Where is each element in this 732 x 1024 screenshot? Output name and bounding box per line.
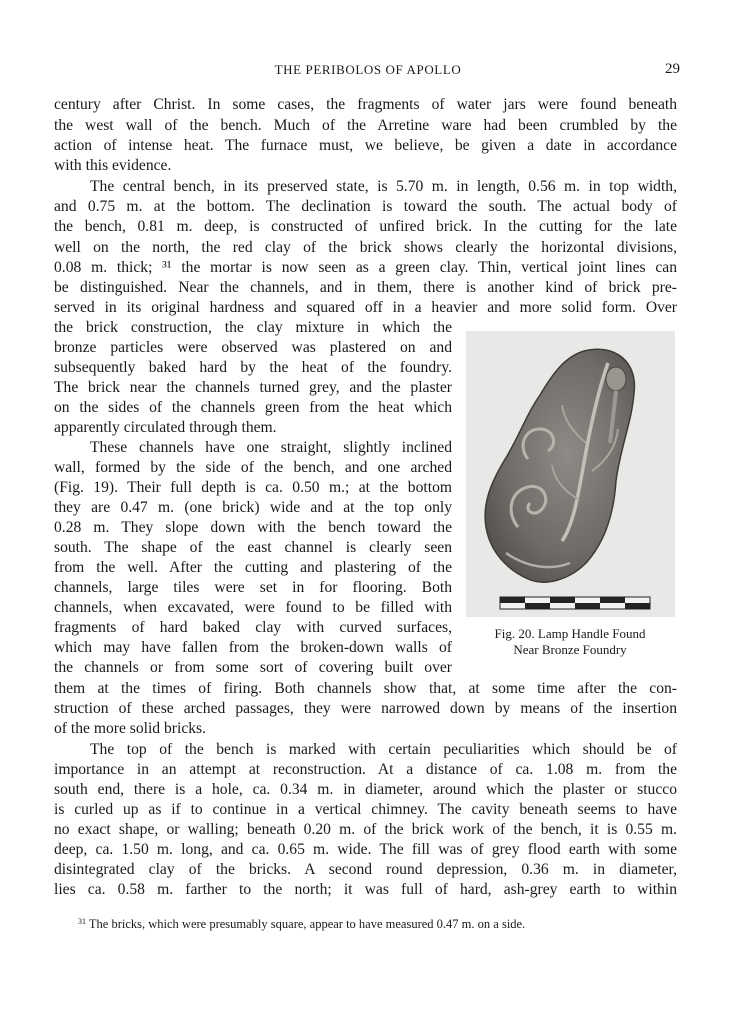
text-line: disintegrated clay of the bricks. A second round depression, 0.36 m. in diameter, bbox=[54, 861, 677, 878]
text-line: which may have fallen from the broken-down walls of bbox=[54, 639, 452, 656]
text-line: The central bench, in its preserved state, is 5.70 m. in length, 0.56 m. in top width, bbox=[90, 178, 677, 195]
text-line: The top of the bench is marked with certain peculiarities which should be of bbox=[90, 741, 677, 758]
text-line: well on the north, the red clay of the brick shows clearly the horizontal divisions, bbox=[54, 239, 677, 256]
text-line: them at the times of firing. Both channels show that, at some time after the con- bbox=[54, 680, 677, 697]
footnote-text: The bricks, which were presumably square, appear to have measured 0.47 m. on a side. bbox=[86, 917, 526, 931]
text-line: they are 0.47 m. (one brick) wide and at the top only bbox=[54, 499, 452, 516]
text-line: channels, when excavated, were found to be filled with bbox=[54, 599, 452, 616]
text-line: south end, there is a hole, ca. 0.34 m. in diameter, around which the plaster or stucco bbox=[54, 781, 677, 798]
text-line: channels, large tiles were set in for flooring. Both bbox=[54, 579, 452, 596]
text-line: with this evidence. bbox=[54, 157, 172, 174]
text-line: lies ca. 0.58 m. farther to the north; it was full of hard, ash-grey earth to within bbox=[54, 881, 677, 898]
text-line: wall, formed by the side of the bench, and one arched bbox=[54, 459, 452, 476]
text-line: on the sides of the channels green from the heat which bbox=[54, 399, 452, 416]
text-line: struction of these arched passages, they were narrowed down by means of the insertion bbox=[54, 700, 677, 717]
text-line: be distinguished. Near the channels, and in them, there is another kind of brick pre- bbox=[54, 279, 677, 296]
text-line: action of intense heat. The furnace must, we believe, be given a date in accordance bbox=[54, 137, 677, 154]
text-line: and 0.75 m. at the bottom. The declination is toward the south. The actual body of bbox=[54, 198, 677, 215]
text-line: from the well. After the cutting and plastering of the bbox=[54, 559, 452, 576]
text-line: no exact shape, or walling; beneath 0.20 m. of the brick work of the bench, it is 0.55 m. bbox=[54, 821, 677, 838]
text-line: bronze particles were observed was plastered on and bbox=[54, 339, 452, 356]
lamp-handle-photo bbox=[466, 331, 675, 617]
text-line: the brick construction, the clay mixture in which the bbox=[54, 319, 452, 336]
text-line: These channels have one straight, slightly inclined bbox=[90, 439, 452, 456]
footnote-marker: 31 bbox=[78, 917, 86, 926]
text-line: importance in an attempt at reconstruction. At a distance of ca. 1.08 m. from the bbox=[54, 761, 677, 778]
text-line: (Fig. 19). Their full depth is ca. 0.50 m.; at the bottom bbox=[54, 479, 452, 496]
text-line: served in its original hardness and squared off in a heavier and more solid form. Over bbox=[54, 299, 677, 316]
text-line: century after Christ. In some cases, the fragments of water jars were found beneath bbox=[54, 96, 677, 113]
running-header bbox=[54, 62, 682, 82]
text-line: fragments of hard baked clay with curved surfaces, bbox=[54, 619, 452, 636]
text-line: the bench, 0.81 m. deep, is constructed of unfired brick. In the cutting for the late bbox=[54, 218, 677, 235]
text-line: apparently circulated through them. bbox=[54, 419, 277, 436]
page-number: 29 bbox=[665, 61, 680, 77]
text-line: is curled up as if to continue in a vertical chimney. The cavity beneath seems to have bbox=[54, 801, 677, 818]
text-line: the west wall of the bench. Much of the Arretine ware had been crumbled by the bbox=[54, 117, 677, 134]
figure-caption-line: Near Bronze Foundry bbox=[513, 642, 627, 657]
text-line: The brick near the channels turned grey, and the plaster bbox=[54, 379, 452, 396]
scale-bar bbox=[500, 597, 650, 609]
lamp-handle-illustration bbox=[466, 331, 675, 617]
footnote bbox=[78, 914, 525, 932]
text-line: subsequently baked hard by the heat of the foundry. bbox=[54, 359, 452, 376]
running-title: THE PERIBOLOS OF APOLLO bbox=[274, 62, 462, 77]
text-line: south. The shape of the east channel is clearly seen bbox=[54, 539, 452, 556]
text-line: deep, ca. 1.50 m. long, and ca. 0.65 m. wide. The fill was of grey flood earth with some bbox=[54, 841, 677, 858]
figure-caption-line: Fig. 20. Lamp Handle Found bbox=[494, 626, 646, 641]
text-line: 0.08 m. thick; ³¹ the mortar is now seen as a green clay. Thin, vertical joint lines can bbox=[54, 259, 677, 276]
text-line: of the more solid bricks. bbox=[54, 720, 207, 737]
text-line: 0.28 m. They slope down with the bench toward the bbox=[54, 519, 452, 536]
text-line: the channels or from some sort of covering built over bbox=[54, 659, 452, 676]
